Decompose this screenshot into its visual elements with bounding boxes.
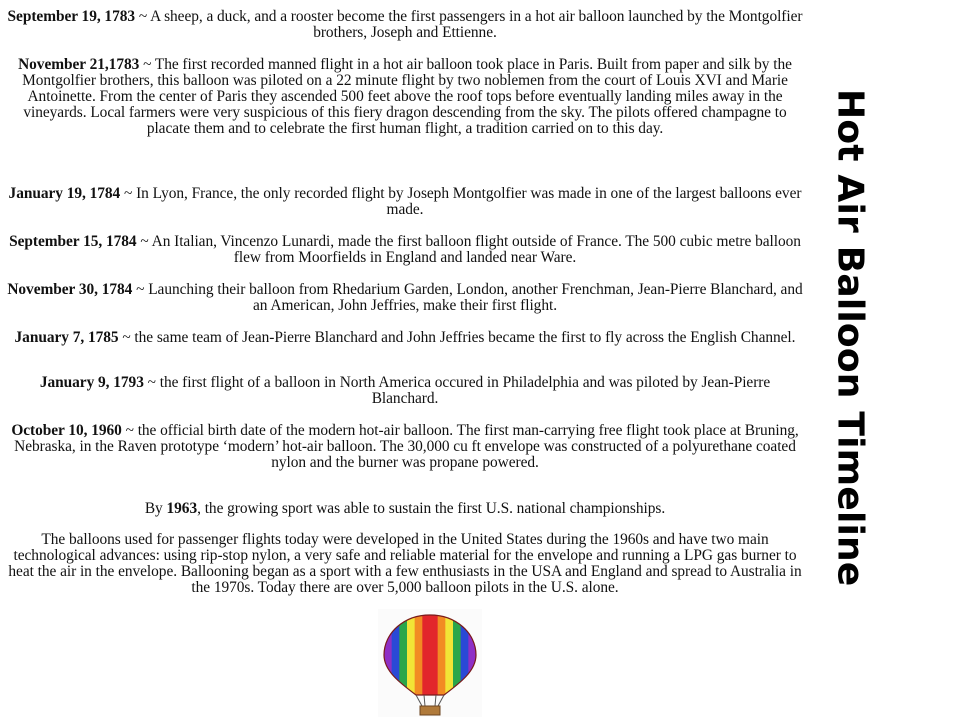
- timeline-entry: September 15, 1784 ~ An Italian, Vincenzo Lunardi, made the first balloon flight outside of France. The 500 cubic metre balloon flew from Moorfields in England and landed near Ware.: [9, 233, 801, 267]
- entry-text: A sheep, a duck, and a rooster become the first passengers in a hot air balloon launched by the Montgolfier brothers, Joseph and Ettienne.: [150, 8, 803, 42]
- balloon-stripe: [407, 609, 415, 699]
- entry-date: September 15, 1784: [9, 233, 137, 251]
- timeline-entry: November 30, 1784 ~ Launching their balloon from Rhedarium Garden, London, another Frenchman, Jean-Pierre Blanchard, and an American, John Jeffries, make their first flight.: [7, 281, 803, 315]
- balloon-basket: [420, 706, 440, 715]
- entry-text: the official birth date of the modern hot-air balloon. The first man-carrying free flight took place at Bruning, Nebraska, in the Raven prototype ‘modern’ hot-air balloon. The 30,000 cu ft envelope was constructed of a polyurethane coated nylon and the burner was propane powered.: [14, 422, 799, 471]
- timeline-entry: By 1963, the growing sport was able to sustain the first U.S. national championships.: [144, 500, 666, 518]
- entry-text: the same team of Jean-Pierre Blanchard and John Jeffries became the first to fly across the English Channel.: [134, 329, 796, 347]
- hot-air-balloon-icon: [378, 609, 482, 717]
- entry-text: , the growing sport was able to sustain the first U.S. national championships.: [197, 500, 666, 518]
- entry-date: 1963: [166, 500, 198, 518]
- balloon-stripe: [415, 609, 423, 699]
- entry-text: The balloons used for passenger flights today were developed in the United States during the 1960s and have two main technological advances: using rip-stop nylon, a very safe and reliable material for the envelope and running a LPG gas burner to heat the air in the envelope. Ballooning began as a sport with a few enthusiasts in the USA and England and spread to Australia in the 1970s. Today there are over 5,000 balloon pilots in the U.S. alone.: [8, 531, 802, 596]
- entry-text: Launching their balloon from Rhedarium Garden, London, another Frenchman, Jean-Pierre Blanchard, and an American, John Jeffries, make their first flight.: [148, 281, 803, 315]
- entry-text: In Lyon, France, the only recorded flight by Joseph Montgolfier was made in one of the largest balloons ever made.: [136, 185, 802, 219]
- page-title: [810, 66, 890, 610]
- entry-date: November 30, 1784: [7, 281, 133, 299]
- entry-date: October 10, 1960: [11, 422, 122, 440]
- balloon-stripe: [422, 609, 430, 699]
- timeline-entry: January 9, 1793 ~ the first flight of a balloon in North America occured in Philadelphia and was piloted by Jean-Pierre Blanchard.: [39, 374, 771, 408]
- timeline-entry: November 21,1783 ~ The first recorded manned flight in a hot air balloon took place in Paris. Built from paper and silk by the Montgolfier brothers, this balloon was piloted on a 22 minute flight by two noblemen from the court of Louis XVI and Marie Antoinette. From the center of Paris they ascended 500 feet above the roof tops before eventually landing miles away in the vineyards. Local farmers were very suspicious of this fiery dragon descending from the sky. The pilots offered champagne to placate them and to celebrate the first human flight, a tradition carried on to this day.: [18, 56, 792, 137]
- timeline-entry: January 19, 1784 ~ In Lyon, France, the only recorded flight by Joseph Montgolfier was made in one of the largest balloons ever made.: [8, 185, 802, 219]
- entry-date: January 9, 1793: [39, 374, 144, 392]
- entry-text: The first recorded manned flight in a hot air balloon took place in Paris. Built from paper and silk by the Montgolfier brothers, this balloon was piloted on a 22 minute flight by two noblemen from the court of Louis XVI and Marie Antoinette. From the center of Paris they ascended 500 feet above the roof tops before eventually landing miles away in the vineyards. Local farmers were very suspicious of this fiery dragon descending from the sky. The pilots offered champagne to placate them and to celebrate the first human flight, a tradition carried on to this day.: [22, 56, 792, 137]
- timeline-entry: October 10, 1960 ~ the official birth date of the modern hot-air balloon. The first man-carrying free flight took place at Bruning, Nebraska, in the Raven prototype ‘modern’ hot-air balloon. The 30,000 cu ft envelope was constructed of a polyurethane coated nylon and the burner was propane powered.: [11, 422, 799, 471]
- entry-text: An Italian, Vincenzo Lunardi, made the first balloon flight outside of France. The 500 cubic metre balloon flew from Moorfields in England and landed near Ware.: [151, 233, 801, 267]
- page-title-text: Hot Air Balloon Timeline: [829, 89, 871, 587]
- timeline-entry: January 7, 1785 ~ the same team of Jean-Pierre Blanchard and John Jeffries became the first to fly across the English Channel.: [14, 329, 796, 347]
- timeline-entry: [6, 532, 804, 595]
- balloon-stripe: [438, 609, 446, 699]
- entry-text: the first flight of a balloon in North America occured in Philadelphia and was piloted by Jean-Pierre Blanchard.: [159, 374, 771, 408]
- timeline-entry: September 19, 1783 ~ A sheep, a duck, and a rooster become the first passengers in a hot air balloon launched by the Montgolfier brothers, Joseph and Ettienne.: [7, 8, 803, 42]
- entry-date: January 7, 1785: [14, 329, 119, 347]
- entry-date: January 19, 1784: [8, 185, 121, 203]
- entry-date: September 19, 1783: [7, 8, 136, 26]
- balloon-stripe: [445, 609, 453, 699]
- balloon-stripe: [430, 609, 438, 699]
- entry-date: November 21,1783: [18, 56, 140, 74]
